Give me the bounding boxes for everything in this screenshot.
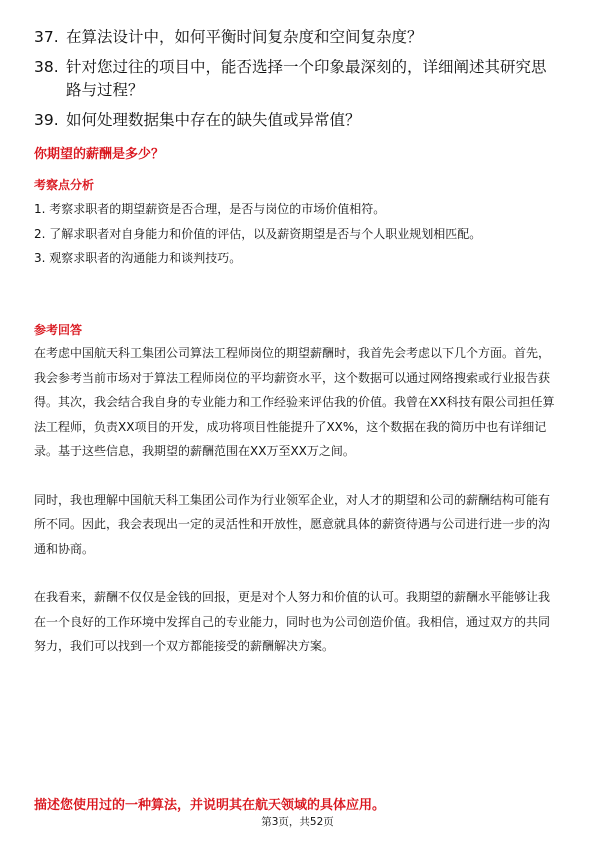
question-number: 38. xyxy=(34,58,59,76)
salary-question-heading: 你期望的薪酬是多少？ xyxy=(34,147,165,162)
analysis-item: 3. 观察求职者的沟通能力和谈判技巧。 xyxy=(34,251,242,265)
answer-section xyxy=(34,322,561,659)
next-question-block xyxy=(34,797,561,815)
analysis-section xyxy=(34,177,561,271)
question-text: 如何处理数据集中存在的缺失值或异常值？ xyxy=(66,111,361,129)
answer-paragraph: 同时，我也理解中国航天科工集团公司作为行业领军企业，对人才的期望和公司的薪酬结构可能有所不同。因此，我会表现出一定的灵活性和开放性，愿意就具体的薪资待遇与公司进行进一步的沟通和协商。 xyxy=(34,492,551,556)
question-text: 在算法设计中，如何平衡时间复杂度和空间复杂度？ xyxy=(66,28,423,46)
question-text: 针对您过往的项目中，能否选择一个印象最深刻的，详细阐述其研究思路与过程？ xyxy=(66,58,547,99)
analysis-item: 2. 了解求职者对自身能力和价值的评估，以及薪资期望是否与个人职业规划相匹配。 xyxy=(34,226,482,241)
question-number: 37. xyxy=(34,28,59,46)
next-question-heading: 描述您使用过的一种算法，并说明其在航天领域的具体应用。 xyxy=(34,798,386,813)
answer-paragraph: 在考虑中国航天科工集团公司算法工程师岗位的期望薪酬时，我首先会考虑以下几个方面。首先，我会参考当前市场对于算法工程师岗位的平均薪资水平，这个数据可以通过网络搜索或行业报告获得。其次，我会结合我自身的专业能力和工作经验来评估我的价值。我曾在XX科技有限公司担任算法工程师，负责XX项目的开发，成功将项目性能提升了XX%，这个数据在我的简历中也有详细记录。基于这些信息，我期望的薪酬范围在XX万至XX万之间。 xyxy=(34,346,555,458)
answer-paragraph: 在我看来，薪酬不仅仅是金钱的回报，更是对个人努力和价值的认可。我期望的薪酬水平能够让我在一个良好的工作环境中发挥自己的专业能力，同时也为公司创造价值。我相信，通过双方的共同努力，我们可以找到一个双方都能接受的薪酬解决方案。 xyxy=(34,590,551,653)
question-list xyxy=(34,26,561,139)
analysis-heading: 考察点分析 xyxy=(34,178,95,192)
question-item xyxy=(34,56,561,102)
question-item xyxy=(34,109,561,132)
answer-heading: 参考回答 xyxy=(34,323,83,337)
question-item xyxy=(34,26,561,49)
page-number-footer: 第3页，共52页 xyxy=(261,816,334,828)
analysis-item: 1. 考察求职者的期望薪资是否合理，是否与岗位的市场价值相符。 xyxy=(34,202,386,216)
question-number: 39. xyxy=(34,111,59,129)
salary-question-block xyxy=(34,146,561,164)
